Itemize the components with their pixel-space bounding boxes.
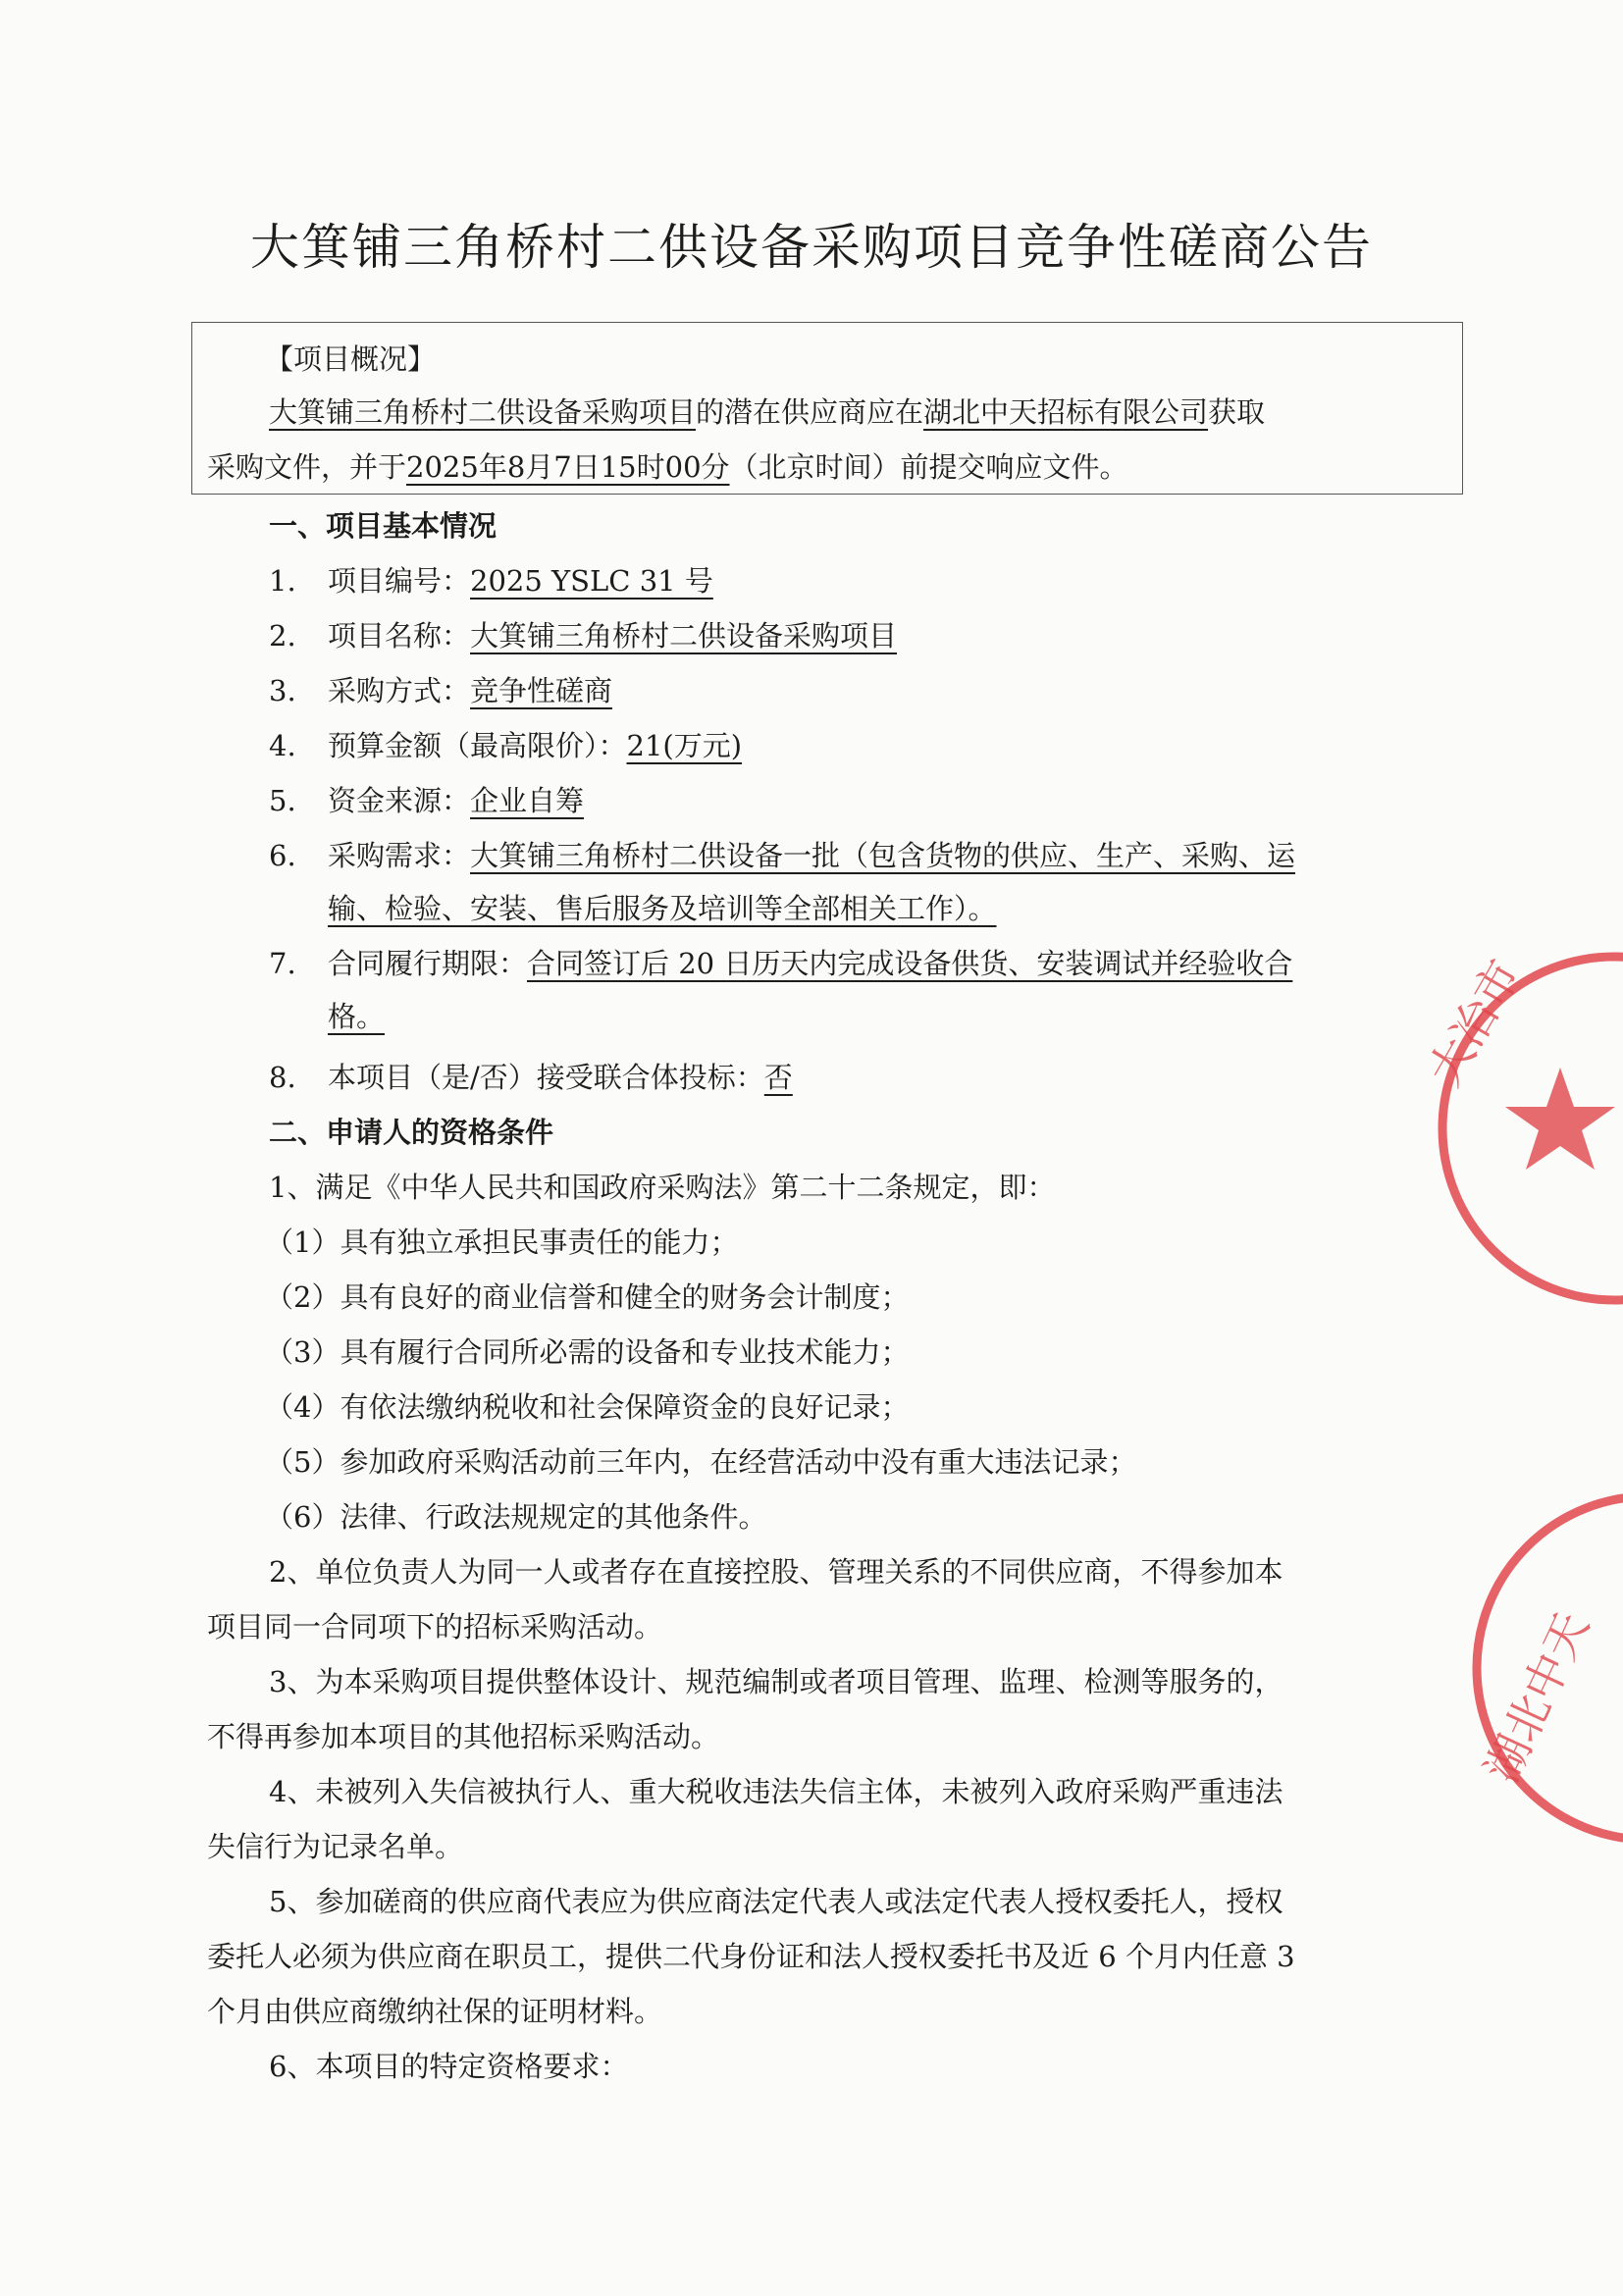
qualification-clause: 5、参加磋商的供应商代表应为供应商法定代表人或法定代表人授权委托人，授权 <box>269 1885 1283 1918</box>
basic-info-item: 1. 项目编号：2025 YSLC 31 号 <box>269 564 713 598</box>
overview-heading: 【项目概况】 <box>265 342 437 376</box>
qualification-clause: 个月由供应商缴纳社保的证明材料。 <box>207 1995 663 2028</box>
qualification-sub-item: （5）参加政府采购活动前三年内，在经营活动中没有重大违法记录； <box>265 1445 1137 1479</box>
basic-info-item: 7. 合同履行期限：合同签订后 20 日历天内完成设备供货、安装调试并经验收合 <box>269 947 1293 980</box>
basic-info-item: 6. 采购需求：大箕铺三角桥村二供设备一批（包含货物的供应、生产、采购、运 <box>269 839 1296 872</box>
basic-info-item: 3. 采购方式：竞争性磋商 <box>269 674 613 707</box>
seal-1-text: 大冶市 <box>1417 950 1532 1095</box>
qualification-sub-item: （1）具有独立承担民事责任的能力； <box>265 1226 739 1259</box>
overview-text: 获取 <box>1208 395 1266 429</box>
basic-info-item-continued: 格。 <box>328 1000 386 1033</box>
qualification-clause: 项目同一合同项下的招标采购活动。 <box>207 1610 663 1644</box>
basic-info-item-continued: 输、检验、安装、售后服务及培训等全部相关工作）。 <box>328 892 997 925</box>
section-2-heading: 二、申请人的资格条件 <box>269 1116 554 1149</box>
qualification-sub-item: （2）具有良好的商业信誉和健全的财务会计制度； <box>265 1280 910 1314</box>
qualification-clause: 6、本项目的特定资格要求： <box>269 2050 629 2083</box>
company-seal-2 <box>1462 1482 1623 1854</box>
overview-line-2 <box>207 447 1128 487</box>
overview-line-1 <box>269 392 1265 432</box>
qualification-clause: 委托人必须为供应商在职员工，提供二代身份证和法人授权委托书及近 6 个月内任意 3 <box>207 1940 1295 1973</box>
basic-info-item: 2. 项目名称：大箕铺三角桥村二供设备采购项目 <box>269 619 898 652</box>
overview-deadline: 2025年8月7日15时00分 <box>406 450 730 484</box>
qualification-clause: 不得再参加本项目的其他招标采购活动。 <box>207 1720 720 1753</box>
qualification-clause: 3、为本采购项目提供整体设计、规范编制或者项目管理、监理、检测等服务的， <box>269 1665 1283 1698</box>
qualification-clause: 失信行为记录名单。 <box>207 1830 464 1863</box>
basic-info-item: 8. 本项目（是/否）接受联合体投标：否 <box>269 1061 793 1094</box>
basic-info-item: 4. 预算金额（最高限价）：21(万元) <box>269 729 743 762</box>
basic-info-item: 5. 资金来源：企业自筹 <box>269 784 585 817</box>
overview-text: （北京时间）前提交响应文件。 <box>729 450 1128 484</box>
qualification-sub-item: （6）法律、行政法规规定的其他条件。 <box>265 1500 767 1534</box>
qualification-clause: 2、单位负责人为同一人或者存在直接控股、管理关系的不同供应商，不得参加本 <box>269 1555 1283 1589</box>
overview-text: 采购文件，并于 <box>207 450 407 484</box>
company-seal-1 <box>1393 942 1623 1315</box>
qualification-clause: 4、未被列入失信被执行人、重大税收违法失信主体，未被列入政府采购严重违法 <box>269 1775 1283 1808</box>
qualification-sub-item: （3）具有履行合同所必需的设备和专业技术能力； <box>265 1335 910 1369</box>
page-title: 大箕铺三角桥村二供设备采购项目竞争性磋商公告 <box>250 219 1373 276</box>
overview-agency: 湖北中天招标有限公司 <box>923 395 1209 429</box>
qualification-sub-item: （4）有依法缴纳税收和社会保障资金的良好记录； <box>265 1390 910 1424</box>
overview-project-name: 大箕铺三角桥村二供设备采购项目 <box>269 395 697 429</box>
overview-text: 的潜在供应商应在 <box>696 395 924 429</box>
seal-2-text: 湖北中天 <box>1475 1604 1599 1791</box>
qualification-clause: 1、满足《中华人民共和国政府采购法》第二十二条规定，即： <box>269 1171 1056 1204</box>
section-1-heading: 一、项目基本情况 <box>269 509 497 543</box>
